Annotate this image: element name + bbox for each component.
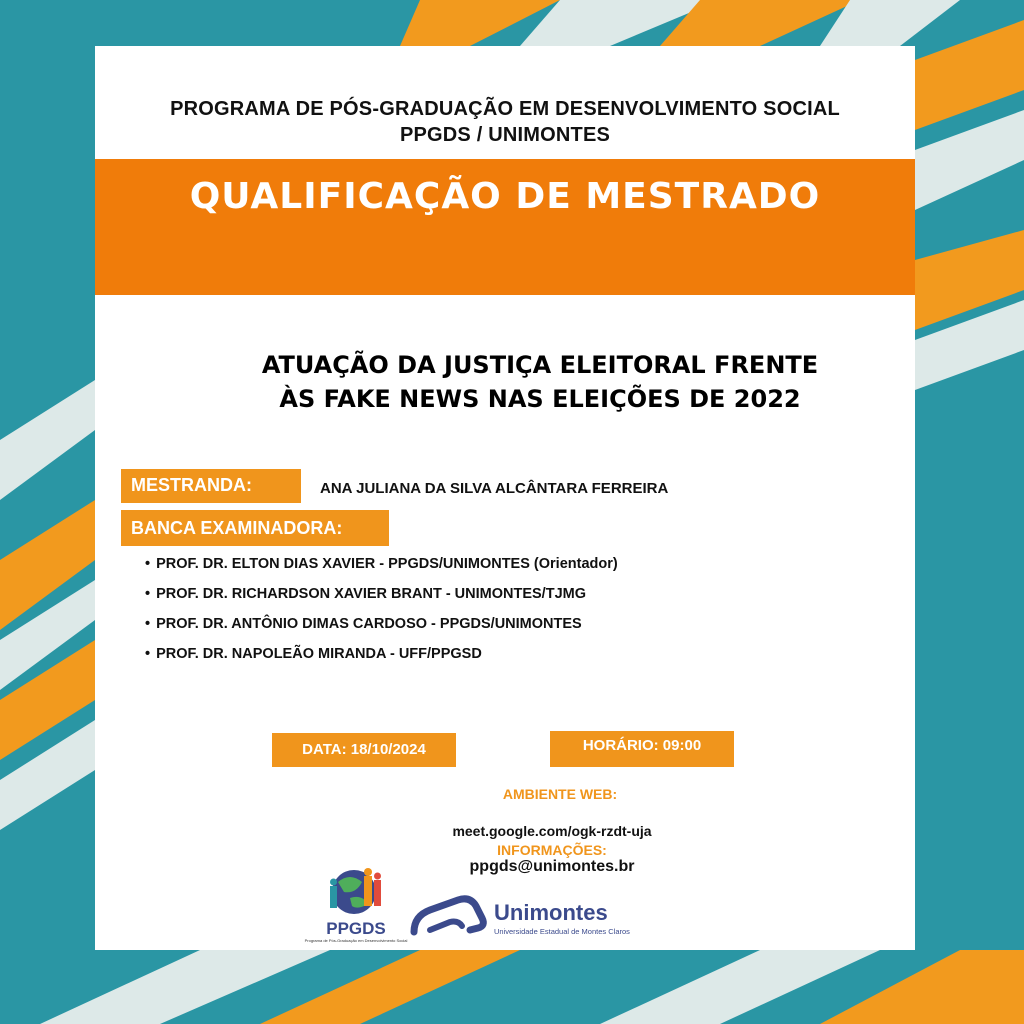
info-label: INFORMAÇÕES: (497, 842, 607, 858)
web-label: AMBIENTE WEB: (502, 786, 618, 802)
board-member: PROF. DR. RICHARDSON XAVIER BRANT - UNIMONTES/TJMG (156, 586, 586, 602)
meeting-link[interactable]: meet.google.com/ogk-rzdt-uja (452, 823, 652, 839)
program-header (95, 96, 915, 148)
time-badge: HORÁRIO: 09:00 (550, 731, 734, 767)
student-label: MESTRANDA: (121, 469, 301, 503)
ppgds-logo-text: PPGDS (326, 919, 386, 938)
board-member: PROF. DR. NAPOLEÃO MIRANDA - UFF/PPGSD (156, 646, 482, 662)
list-item (145, 553, 618, 583)
board-label: BANCA EXAMINADORA: (121, 510, 389, 546)
ppgds-logo (304, 864, 408, 952)
thesis-title (195, 348, 885, 416)
ppgds-logo-subtext: Programa de Pós-Graduação em Desenvolvimento Social (304, 938, 408, 943)
bullet-icon: • (145, 586, 151, 602)
board-member: PROF. DR. ELTON DIAS XAVIER - PPGDS/UNIMONTES (Orientador) (156, 556, 618, 572)
thesis-title-line2: ÀS FAKE NEWS NAS ELEIÇÕES DE 2022 (279, 385, 801, 413)
list-item (145, 643, 618, 673)
board-member: PROF. DR. ANTÔNIO DIMAS CARDOSO - PPGDS/UNIMONTES (156, 616, 582, 632)
bullet-icon: • (145, 556, 151, 572)
poster-card (95, 46, 915, 950)
bullet-icon: • (145, 616, 151, 632)
unimontes-logo-text: Unimontes (494, 900, 608, 925)
board-members-list (145, 553, 618, 673)
list-item (145, 583, 618, 613)
unimontes-logo-subtext: Universidade Estadual de Montes Claros (494, 927, 630, 936)
bullet-icon: • (145, 646, 151, 662)
date-badge: DATA: 18/10/2024 (272, 733, 456, 767)
student-name: ANA JULIANA DA SILVA ALCÂNTARA FERREIRA (320, 480, 669, 497)
program-name: PROGRAMA DE PÓS-GRADUAÇÃO EM DESENVOLVIMENTO SOCIAL (170, 98, 840, 120)
unimontes-logo (410, 894, 640, 944)
event-title: QUALIFICAÇÃO DE MESTRADO (189, 176, 821, 217)
program-acronym: PPGDS / UNIMONTES (399, 124, 611, 146)
thesis-title-line1: ATUAÇÃO DA JUSTIÇA ELEITORAL FRENTE (261, 351, 819, 379)
contact-email[interactable]: ppgds@unimontes.br (469, 858, 635, 875)
list-item (145, 613, 618, 643)
